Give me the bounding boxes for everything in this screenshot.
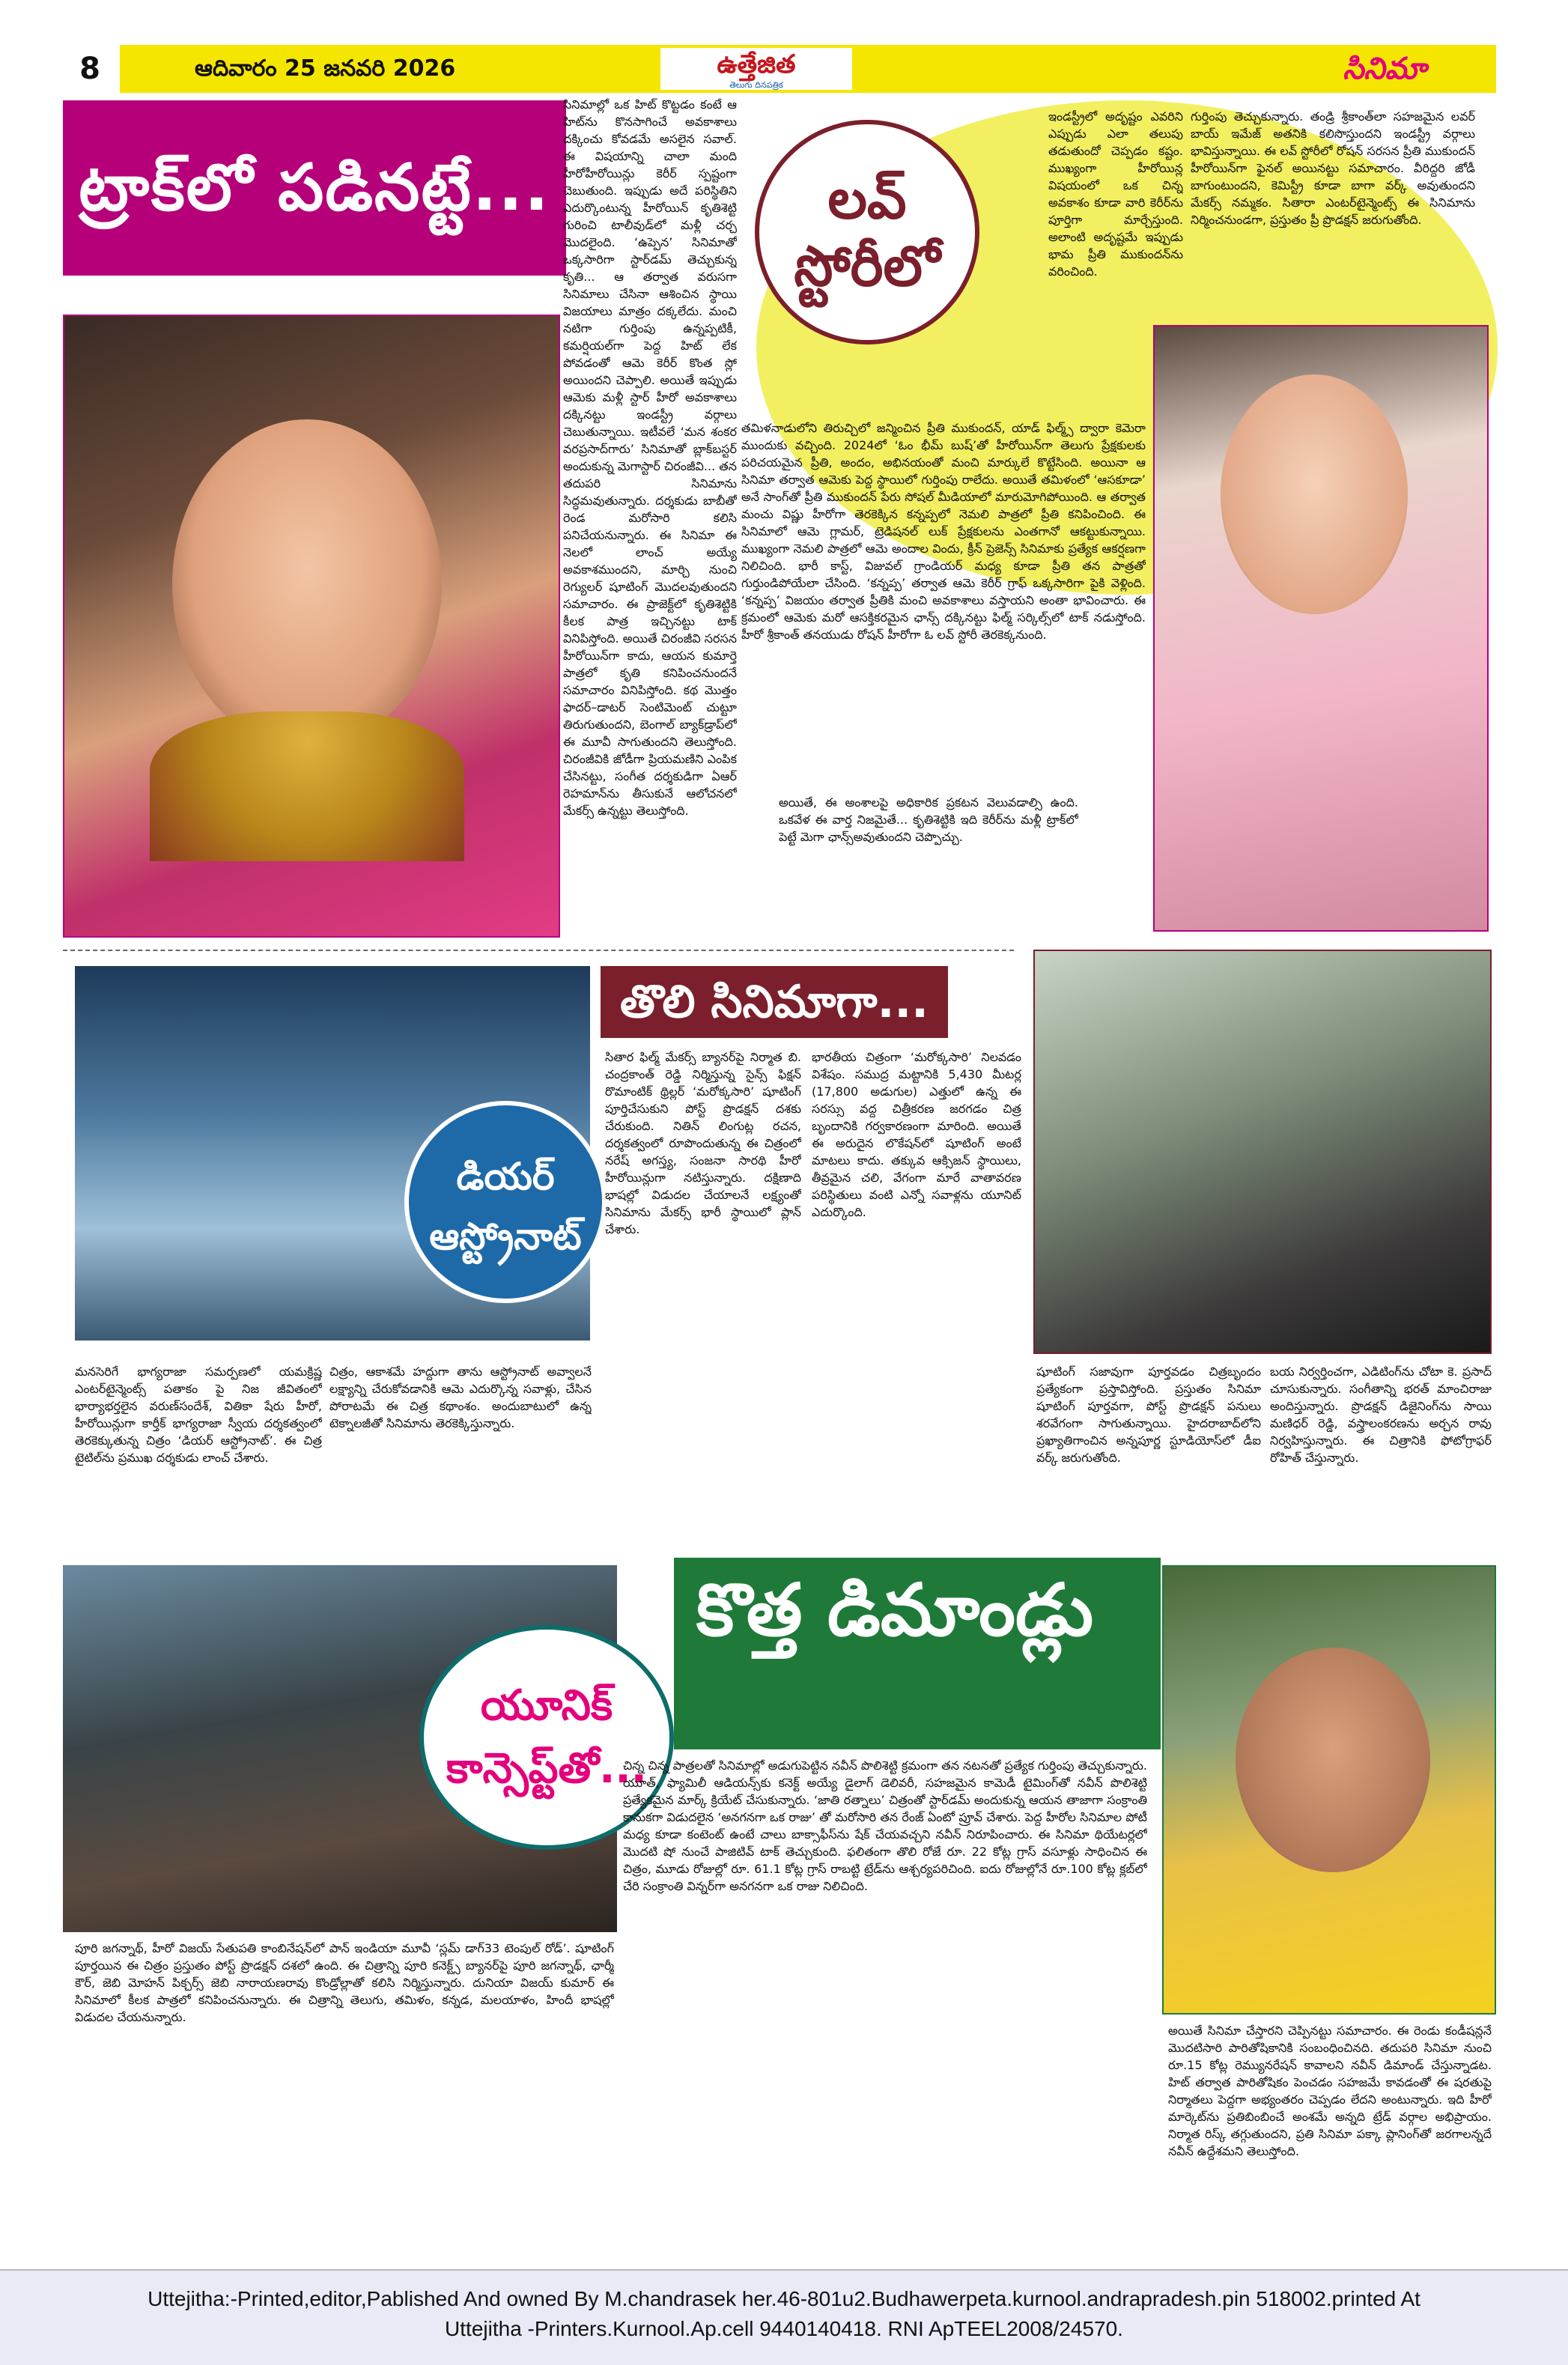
story4-headline: కొత్త డిమాండ్లు: [696, 1568, 1094, 1652]
page-number: 8: [60, 45, 120, 93]
story2-photo-face: [1221, 374, 1408, 614]
imprint-footer: [0, 2269, 1568, 2365]
story4-headline-box: [674, 1558, 1161, 1749]
story1-headline-box: [63, 100, 566, 276]
story2-headline-circle: [755, 120, 979, 344]
story3-left-body: మనసెరిగే భాగ్యరాజా సమర్పణలో యమక్రిష్ణ ఎంటర్‌టైన్మెంట్స్ పతాకం పై నిజ జీవితంలో భార్యాభర్తలైన వరుణ్‌సందేశ్, వితికా షేరు హీరో, హీరోయిన్లుగా కార్తీక్ భాగ్యరాజా స్వీయ దర్శకత్వంలో తెరకెక్కుతున్న చిత్రం ‘డియర్ ఆస్ట్రోనాట్’. ఈ చిత్ర టైటిల్‌ను ప్రముఖ దర్శకుడు లాంచ్ చేశారు.: [75, 1364, 322, 1465]
story2-headline: లవ్ స్టోరీలో: [794, 167, 941, 299]
story1-photo-necklace: [150, 711, 464, 861]
story2-column-3: అయితే, ఈ అంశాలపై అధికారిక ప్రకటన వెలువడాల్సి ఉంది. ఒకవేళ ఈ వార్త నిజమైతే... కృతిశెట్టికి ఇది కెరీర్‌ను మళ్లీ ట్రాక్‌లో పెట్టే మెగా ఛాన్స్‌అవుతుందని చెప్పొచ్చు.: [779, 795, 1078, 844]
story4-circle-title: యూనిక్ కాన్సెప్ట్‌తో...: [446, 1681, 647, 1793]
imprint-line-2: Uttejitha -Printers.Kurnool.Ap.cell 9440140418. RNI ApTEEL2008/24570.: [445, 2317, 1123, 2340]
story3-column-3: షూటింగ్ సజావుగా పూర్తవడం చిత్రబృందం ప్రత్యేకంగా ప్రస్తావిస్తోంది. ప్రస్తుతం సినిమా షూటింగ్ పూర్తవగా, పోస్ట్ ప్రొడక్షన్ పనులు శరవేగంగా సాగుతున్నాయి. హైదరాబాద్‌లోని ప్రఖ్యాతిగాంచిన అన్నపూర్ణ స్టూడియోస్‌లో డీఐ వర్క్ జరుగుతోంది.: [1036, 1364, 1261, 1465]
story1-column: సినిమాల్లో ఒక హిట్ కొట్టడం కంటే ఆ హిట్‌ను కొనసాగించే అవకాశాలు దక్కించు కోవడమే అసలైన సవాల్. ఈ విషయాన్ని చాలా మంది హీరోహీరోయిన్లు కెరీర్ స్పష్టంగా చెబుతుంది. ఇప్పుడు అదే పరిస్థితిని ఎదుర్కొంటున్న హీరోయిన్ కృతిశెట్టి గురించి టాలీవుడ్‌లో మళ్లీ చర్చ మొదలైంది. ‘ఉప్పెన’ సినిమాతో ఒక్కసారిగా స్టార్‌డమ్ తెచ్చుకున్న కృతి... ఆ తర్వాత వరుసగా సినిమాలు చేసినా ఆశించిన స్థాయి విజయాలు మాత్రం దక్కలేదు. మంచి నటిగా గుర్తింపు ఉన్నప్పటికీ, కమర్షియల్‌గా పెద్ద హిట్ లేక పోవడంతో ఆమె కెరీర్ కొంత స్లో అయిందని చెప్పాలి. అయితే ఇప్పుడు ఆమెకు మళ్లీ స్టార్ హీరో అవకాశాలు దక్కినట్టు ఇండస్ట్రీ వర్గాలు చెబుతున్నాయి. ఇటీవలే ‘మన శంకర వరప్రసాద్‌గారు’ సినిమాతో బ్లాక్‌బస్టర్ అందుకున్న మెగాస్టార్ చిరంజీవి... తన తదుపరి సినిమాను సిద్ధమవుతున్నారు. దర్శకుడు బాబీతో రెండ మరోసారి కలిసి పనిచేయనున్నారు. ఈ సినిమా ఈ నెలలో లాంచ్ అయ్యే అవకాశముందని, మార్చి నుంచి రెగ్యులర్ షూటింగ్ మొదలవుతుందని సమాచారం. ఈ ప్రాజెక్ట్‌లో కృతిశెట్టికి కీలక పాత్ర ఇచ్చినట్టు టాక్ వినిపిస్తోంది. అయితే చిరంజీవి సరసన హీరోయిన్‌గా కాదు, ఆయన కుమార్తె పాత్రలో కృతి కనిపించనుందనే సమాచారం వినిపిస్తోంది. కథ మొత్తం ఫాదర్–డాటర్ సెంటిమెంట్ చుట్టూ తిరుగుతుందని, బెంగాల్ బ్యాక్‌డ్రాప్‌లో ఈ మూవీ సాగుతుందని తెలుస్తోంది. చిరంజీవికి జోడీగా ప్రియమణిని ఎంపిక చేసినట్టు, సంగీత దర్శకుడిగా ఏఆర్ రెహమాన్‌ను తీసుకునే ఆలోచనలో మేకర్స్ ఉన్నట్టు తెలుస్తోంది.: [563, 97, 737, 818]
masthead-logo: [659, 46, 854, 91]
story4-column-1: చిన్న చిన్న పాత్రలతో సినిమాల్లో అడుగుపెట్టిన నవీన్ పొలిశెట్టి క్రమంగా తన నటనతో ప్రత్యేక గుర్తింపు తెచ్చుకున్నారు. యూత్, ఫ్యామిలీ ఆడియన్స్‌కు కనెక్ట్ అయ్యే డైలాగ్ డెలివరీ, సహజమైన కామెడీ టైమింగ్‌తో నవీన్ పొలిశెట్టి ప్రత్యేకమైన మార్క్ క్రియేట్ చేసుకున్నారు. ‘జాతి రత్నాలు’ చిత్రంతో స్టార్‌డమ్ అందుకున్న ఆయన తాజాగా సంక్రాంతి కానుకగా విడుదలైన ‘అనగనగా ఒక రాజు’ తో మరోసారి తన రేంజ్ ఏంటో ప్రూవ్ చేశారు. పెద్ద హీరోల సినిమాల పోటీ మధ్య కూడా కంటెంట్ ఉంటే చాలు బాక్సాఫీస్‌ను షేక్ చేయవచ్చని నవీన్ నిరూపించారు. ఈ సినిమా థియేటర్లలో మొదటి షో నుంచే పాజిటివ్ టాక్ తెచ్చుకుంది. ఫలితంగా తొలి రోజే రూ. 22 కోట్ల గ్రాస్ వసూళ్లు సాధించిన ఈ చిత్రం, మూడు రోజుల్లో రూ. 61.1 కోట్ల గ్రాస్ రాబట్టి ట్రేడ్‌ను ఆశ్చర్యపరిచింది. ఐదు రోజుల్లోనే రూ.100 కోట్ల క్లబ్‌లో చేరి సంక్రాంతి విన్నర్‌గా అనగనగా ఒక రాజు నిలిచింది.: [623, 1758, 1147, 1893]
story3-circle-title: డియర్ ఆస్ట్రోనాట్: [429, 1155, 582, 1258]
story4-hero-face: [1236, 1648, 1430, 1872]
story3-left-body-2: చిత్రం, ఆకాశమే హద్దుగా తాను ఆస్ట్రోనాట్ అవ్వాలనే లక్ష్యాన్ని చేరుకోవడానికి ఆమె ఎదుర్కొన్న సవాళ్లు, చేసిన పోరాటమే ఈ చిత్ర కథాంశం. అందుబాటులో ఉన్న టెక్నాలజీతో సినిమాను తెరకెక్కిస్తున్నారు.: [329, 1364, 592, 1430]
section-name: సినిమా: [1343, 52, 1426, 86]
story3-headline: తొలి సినిమాగా...: [601, 966, 948, 1038]
story4-left-body: పూరి జగన్నాథ్, హీరో విజయ్ సేతుపతి కాంబినేషన్‌లో పాన్ ఇండియా మూవీ ‘స్లమ్ డాగ్33 టెంపుల్ రోడ్’. షూటింగ్ పూర్తయిన ఈ చిత్రం ప్రస్తుతం పోస్ట్ ప్రొడక్షన్ దశలో ఉంది. ఈ చిత్రాన్ని పూరి కనెక్ట్స్ బ్యానర్‌పై పూరి జగన్నాథ్, ఛార్మీ కౌర్, జెబి మోహన్ పిక్చర్స్ జెబి నారాయణరావు కొండ్రోల్లాతో కలిసి నిర్మిస్తున్నారు. దునియా విజయ్ కుమార్ ఈ సినిమాలో కీలక పాత్రలో కనిపించనున్నారు. ఈ చిత్రాన్ని తెలుగు, తమిళం, కన్నడ, మలయాళం, హిందీ భాషల్లో విడుదల చేయనున్నారు.: [75, 1941, 614, 2024]
story3-column-1: సితార ఫిల్మ్ మేకర్స్ బ్యానర్‌పై నిర్మాత బి. చంద్రకాంత్ రెడ్డి నిర్మిస్తున్న సైన్స్ ఫిక్షన్ రొమాంటిక్ థ్రిల్లర్ ‘మరోక్కసారి’ షూటింగ్ పూర్తిచేసుకుని పోస్ట్ ప్రొడక్షన్ దశకు చేరుకుంది. నితిన్ లింగుట్ల రచన, దర్శకత్వంలో రూపొందుతున్న ఈ చిత్రంలో నరేష్ అగస్త్య, సంజనా సారథి హీరో హీరోయిన్లుగా నటిస్తున్నారు. దక్షిణాది భాషల్లో విడుదల చేయాలనే లక్ష్యంతో సినిమాను మేకర్స్ భారీ స్థాయిలో ప్లాన్ చేశారు.: [605, 1050, 801, 1236]
issue-date: ఆదివారం 25 జనవరి 2026: [195, 55, 456, 82]
story3-couple-photo: [1033, 950, 1492, 1354]
story1-headline: ట్రాక్‌లో పడినట్టే...: [79, 151, 550, 225]
story2-body: తమిళనాడులోని తిరుచ్చిలో జన్మించిన ప్రీతి ముకుందన్, యాడ్ ఫిల్మ్స్ ద్వారా కెమెరా ముందుకు వచ్చింది. 2024లో ‘ఓం భీమ్ బుష్’తో హీరోయిన్‌గా తెలుగు ప్రేక్షకులకు పరిచయమైన ప్రీతి, అందం, అభినయంతో మంచి మార్కులే కొట్టేసింది. అయినా ఆ సినిమా తర్వాత ఆమెకు పెద్ద స్థాయిలో గుర్తింపు రాలేదు. అయితే తమిళంలో ‘ఆసకూడా’ అనే సాంగ్‌తో ప్రీతి ముకుందన్ పేరు సోషల్ మీడియాలో మారుమోగిపోయింది. ఆ తర్వాత మంచు విష్ణు హీరోగా తెరకెక్కిన కన్నప్పలో నెమలి పాత్రలో ప్రీతి కనిపించింది. ఈ సినిమాలో ఆమె గ్లామర్, ట్రెడిషనల్ లుక్ ప్రేక్షకులను ఎంతగానో ఆకట్టుకున్నాయి. ముఖ్యంగా నెమలి పాత్రలో ఆమె అందాల విందు, క్రీన్ ప్రెజెన్స్ సినిమాకు ప్రత్యేక ఆకర్షణగా నిలిచింది. భారీ కాస్ట్, విజువల్ గ్రాండియర్ మధ్య కూడా ప్రీతి తన పాత్రతో గుర్తుండిపోయేలా చేసింది. ‘కన్నప్ప’ తర్వాత ఆమె కెరీర్ గ్రాఫ్ ఒక్కసారిగా పైకి వెళ్లింది. ‘కన్నప్ప’ విజయం తర్వాత ప్రీతికి మంచి అవకాశాలు వస్తాయని అంతా భావించారు. ఈ క్రమంలో ఆమెకు మరో ఆసక్తికరమైన ఛాన్స్ దక్కినట్టు ఫిల్మ్ సర్కిల్స్‌లో టాక్ నడుస్తోంది. హీరో శ్రీకాంత్ తనయుడు రోషన్ హీరోగా ఓ లవ్ స్టోరీ తెరకెక్కనుంది.: [741, 421, 1146, 642]
story3-column-2: భారతీయ చిత్రంగా ‘మరోక్కసారి’ నిలవడం విశేషం. సముద్ర మట్టానికి 5,430 మీటర్ల (17,800 అడుగుల) ఎత్తులో ఉన్న ఈ సరస్సు వద్ద చిత్రీకరణ జరగడం చిత్ర బృందానికి గర్వకారణంగా మారింది. అయితే ఈ అరుదైన లొకేషన్‌లో షూటింగ్ అంటే మాటలు కాదు. తక్కువ ఆక్సిజన్ స్థాయిలు, తీవ్రమైన చలి, వేగంగా మారే వాతావరణ పరిస్థితులు వంటి ఎన్నో సవాళ్లను యూనిట్ ఎదుర్కొంది.: [812, 1050, 1021, 1219]
story1-photo-face: [172, 419, 442, 749]
masthead-title: ఉత్తేజిత: [717, 49, 796, 79]
section-divider: [63, 950, 1014, 951]
masthead-tagline: తెలుగు దినపత్రిక: [729, 80, 783, 90]
story3-headline-box: [601, 966, 1027, 1038]
imprint-line-1: Uttejitha:-Printed,editor,Pablished And owned By M.chandrasek her.46-801u2.Budhawerpeta.kurnool.andrapradesh.pin 518002.printed At: [148, 2287, 1420, 2310]
story4-column-2: అయితే సినిమా చేస్తారని చెప్పినట్టు సమాచారం. ఈ రెండు కండీషన్లనే మొదటిసారి పారితోషికానికి సంబంధించినది. తదుపరి సినిమా నుంచి రూ.15 కోట్ల రెమ్యునరేషన్ కావాలని నవీన్ డిమాండ్ చేస్తున్నాడట. హిట్ తర్వాత పారితోషికం పెంచడం సహజమే కావడంతో ఈ షరతుపై నిర్మాతలు పెద్దగా అభ్యంతరం చెప్పడం లేదని అంటున్నారు. ఇది హీరో మార్కెట్‌ను ప్రతిబింబించే అంశమే అన్నది ట్రేడ్ వర్గాల అభిప్రాయం. నిర్మాత రిస్క్ తగ్గుతుందని, ప్రతి సినిమా పక్కా ప్లానింగ్‌తో జరగాలన్నదే నవీన్ ఉద్దేశమని తెలుస్తోంది.: [1168, 2024, 1492, 2158]
story2-column-2: గుర్తింపు తెచ్చుకున్నారు. తండ్రి శ్రీకాంత్‌లా సహజమైన లవర్ బాయ్ ఇమేజ్ అతనికి కలిసొస్తుందని ఇండస్ట్రీ వర్గాలు భావిస్తున్నాయి. ఈ లవ్ స్టోరీలో రోషన్ సరసన ప్రీతి ముకుందన్ హీరోయిన్‌గా ఫైనల్ అయినట్టు సమాచారం. వీరిద్దరి జోడీ బాగుంటుందని, కెమిస్ట్రీ కూడా బాగా వర్క్ అవుతుందని మేకర్స్ నమ్మకం. సితారా ఎంటర్‌టైన్మెంట్స్ ఈ సినిమాను నిర్మించనుండగా, ప్రస్తుతం ప్రీ ప్రొడక్షన్ జరుగుతోంది.: [1191, 109, 1475, 227]
story3-column-4: బయ నిర్వర్తించగా, ఎడిటింగ్‌ను చోటా కె. ప్రసాద్ చూసుకున్నారు. సంగీతాన్ని భరత్ మాంచిరాజు అందిస్తున్నారు. ప్రొడక్షన్ డిజైనింగ్‌ను సాయి మణిధర్ రెడ్డి, వస్త్రాలంకరణను అర్చన రావు నిర్వహిస్తున్నారు. ఈ చిత్రానికి ఫోటోగ్రాఫర్ రోహిత్ చేస్తున్నారు.: [1270, 1364, 1492, 1465]
story3-circle: [404, 1101, 607, 1303]
story2-column-1: ఇండస్ట్రీలో అదృష్టం ఎవరిని ఎప్పుడు ఎలా తలుపు తడుతుందో చెప్పడం కష్టం. ముఖ్యంగా హీరోయిన్ల విషయంలో ఒక చిన్న అవకాశం కూడా వారి కెరీర్‌ను పూర్తిగా మార్చేస్తుంది. అలాంటి అదృష్టమే ఇప్పుడు భామ ప్రీతి ముకుందన్‌ను వరించింది.: [1048, 109, 1183, 279]
